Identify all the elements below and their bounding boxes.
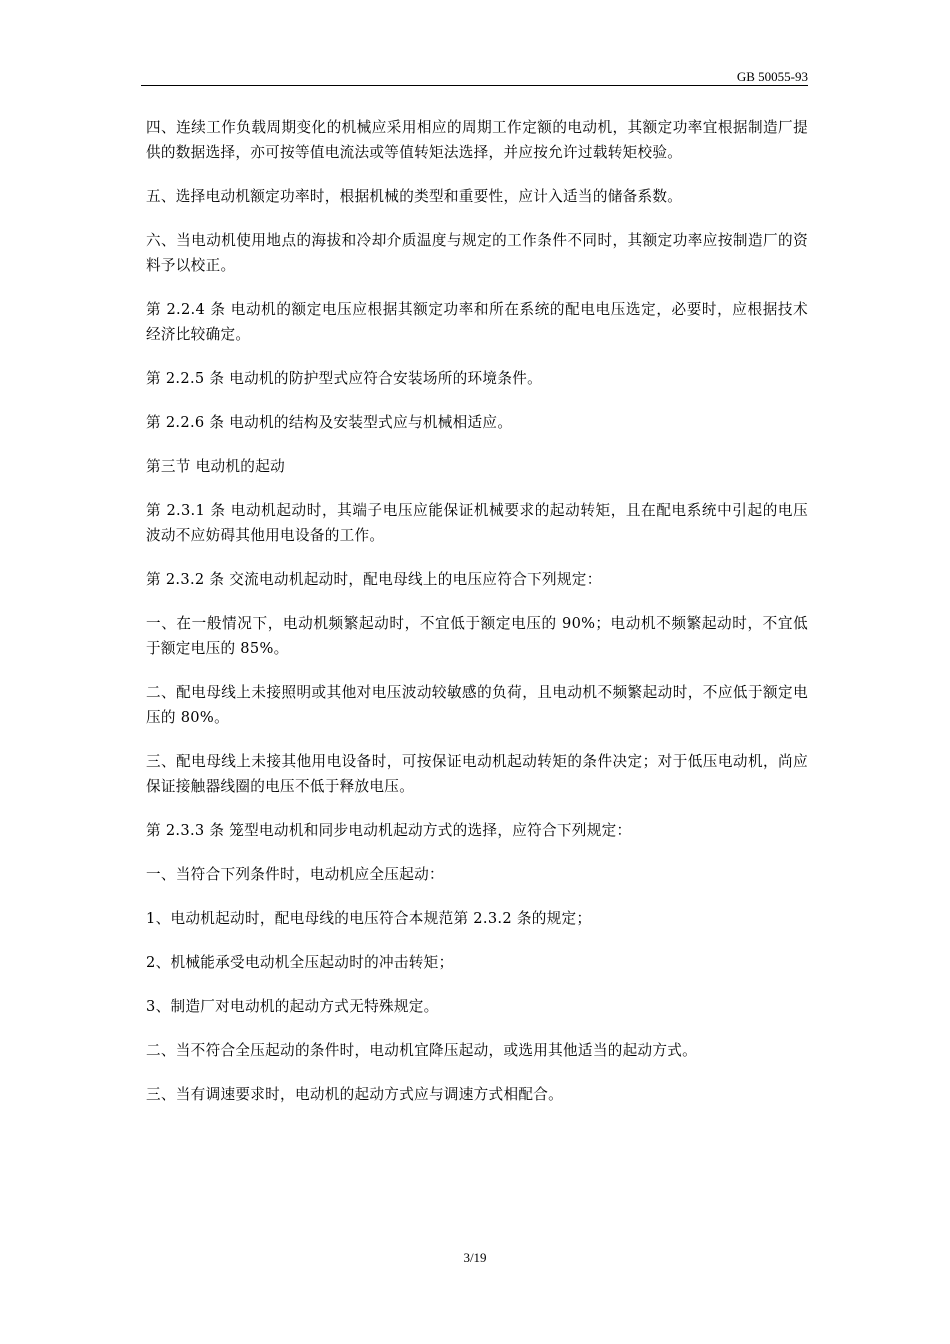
clause-item-4: 四、连续工作负载周期变化的机械应采用相应的周期工作定额的电动机，其额定功率宜根据制造厂提供的数据选择，亦可按等值电流法或等值转矩法选择，并应按允许过载转矩校验。 [146, 119, 808, 161]
article-2-3-3: 第 2.3.3 条 笼型电动机和同步电动机起动方式的选择，应符合下列规定： [146, 822, 632, 839]
sub-item-1: 1、电动机起动时，配电母线的电压符合本规范第 2.3.2 条的规定； [146, 910, 592, 927]
clause-item-5: 五、选择电动机额定功率时，根据机械的类型和重要性，应计入适当的储备系数。 [146, 188, 683, 205]
article-2-2-5: 第 2.2.5 条 电动机的防护型式应符合安装场所的环境条件。 [146, 370, 543, 387]
clause-item-6: 六、当电动机使用地点的海拔和冷却介质温度与规定的工作条件不同时，其额定功率应按制造厂的资料予以校正。 [146, 232, 808, 274]
standard-code: GB 50055-93 [736, 69, 808, 84]
article-2-3-1: 第 2.3.1 条 电动机起动时，其端子电压应能保证机械要求的起动转矩，且在配电系统中引起的电压波动不应妨碍其他用电设备的工作。 [146, 502, 808, 544]
clause-item-3: 三、配电母线上未接其他用电设备时，可按保证电动机起动转矩的条件决定；对于低压电动机，尚应保证接触器线圈的电压不低于释放电压。 [146, 753, 808, 795]
header-rule [141, 85, 808, 86]
section-heading: 第三节 电动机的起动 [146, 458, 285, 475]
clause-item-3: 三、当有调速要求时，电动机的起动方式应与调速方式相配合。 [146, 1086, 564, 1103]
document-body [146, 115, 808, 1126]
clause-item-1: 一、当符合下列条件时，电动机应全压起动： [146, 866, 444, 883]
clause-item-1: 一、在一般情况下，电动机频繁起动时，不宜低于额定电压的 90%；电动机不频繁起动时，不宜低于额定电压的 85%。 [146, 615, 808, 657]
sub-item-3: 3、制造厂对电动机的起动方式无特殊规定。 [146, 998, 439, 1015]
article-2-2-6: 第 2.2.6 条 电动机的结构及安装型式应与机械相适应。 [146, 414, 513, 431]
clause-item-2: 二、当不符合全压起动的条件时，电动机宜降压起动，或选用其他适当的起动方式。 [146, 1042, 698, 1059]
page-number: 3/19 [463, 1250, 487, 1265]
article-2-3-2: 第 2.3.2 条 交流电动机起动时，配电母线上的电压应符合下列规定： [146, 571, 602, 588]
article-2-2-4: 第 2.2.4 条 电动机的额定电压应根据其额定功率和所在系统的配电电压选定，必要时，应根据技术经济比较确定。 [146, 301, 808, 343]
clause-item-2: 二、配电母线上未接照明或其他对电压波动较敏感的负荷，且电动机不频繁起动时，不应低于额定电压的 80%。 [146, 684, 808, 726]
sub-item-2: 2、机械能承受电动机全压起动时的冲击转矩； [146, 954, 454, 971]
